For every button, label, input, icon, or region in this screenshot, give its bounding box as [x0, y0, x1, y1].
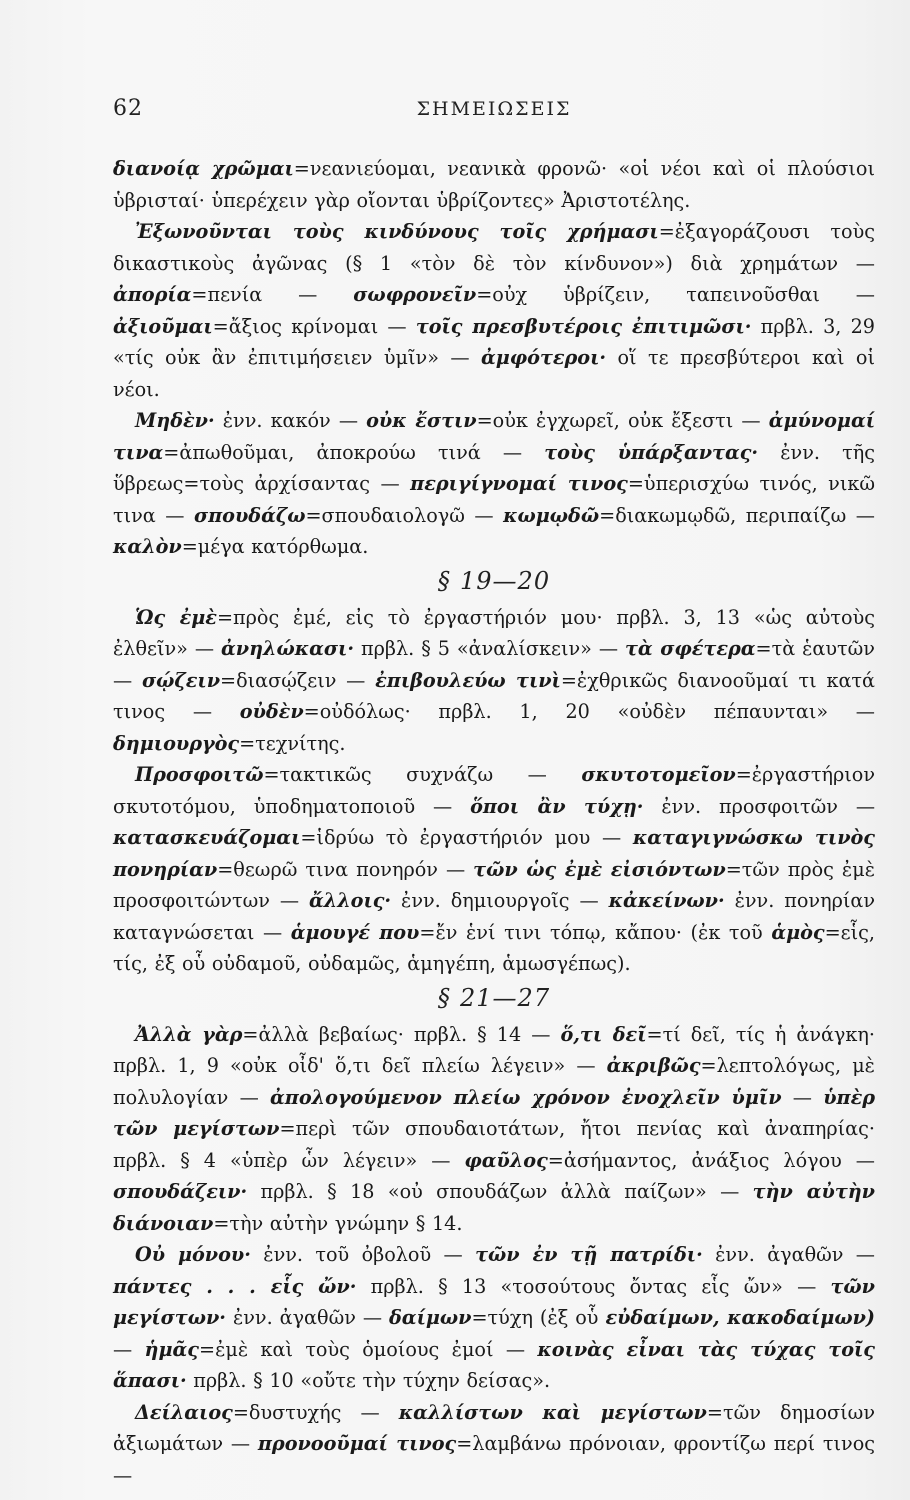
- note-paragraph: [113, 153, 875, 216]
- gloss-text: =ὑπερισχύω τινός, νικῶ τινα —: [113, 472, 875, 527]
- gloss-text: ἐνν. ἀγαθῶν —: [702, 1243, 875, 1266]
- lemma-term: τῶν μεγίστων·: [113, 1274, 875, 1329]
- gloss-text: ἐνν. τοῦ ὀβολοῦ —: [250, 1243, 476, 1266]
- gloss-text: =πενία —: [191, 283, 354, 306]
- lemma-term: προνοοῦμαί τινος: [257, 1432, 457, 1455]
- section-heading: § 21—27: [437, 983, 551, 1012]
- lemma-term: περιγίγνομαί τινος: [410, 472, 628, 495]
- lemma-term: τοὺς ὑπάρξαντας·: [544, 440, 759, 464]
- gloss-text: πρβλ. 3, 29 «τίς οὐκ ἂν ἐπιτιμήσειεν ὑμῖν» —: [113, 314, 876, 369]
- lemma-term: ἀκριβῶς: [606, 1054, 701, 1077]
- gloss-text: =λεπτολόγως, μὲ πολυλογίαν —: [113, 1054, 875, 1109]
- gloss-text: =σπουδαιολογῶ —: [305, 503, 504, 527]
- gloss-text: =ἄξιος κρίνομαι —: [212, 314, 416, 338]
- gloss-text: =τῶν δημοσίων ἀξιωμάτων —: [113, 1400, 875, 1455]
- lemma-term: ἀξιοῦμαι: [113, 314, 213, 338]
- gloss-text: πρβλ. § 13 «τοσούτους ὄντας εἷς ὤν» —: [356, 1274, 831, 1298]
- section-heading: § 19—20: [437, 566, 551, 595]
- note-paragraph: [113, 1239, 875, 1397]
- gloss-text: =ἐξαγοράζουσι τοὺς δικαστικοὺς ἀγῶνας (§ 1 «τὸν δὲ τὸν κίνδυνον») διὰ χρημάτων —: [113, 220, 875, 275]
- lemma-term: ἀμφότεροι·: [480, 346, 607, 369]
- page-number: 62: [113, 96, 143, 121]
- lemma-term: τὴν αὐτὴν διάνοιαν: [113, 1180, 875, 1235]
- gloss-text: =τί δεῖ, τίς ἡ ἀνάγκη· πρβλ. 1, 9 «οὐκ οἶδ' ὅ,τι δεῖ πλείω λέγειν» —: [113, 1022, 875, 1077]
- gloss-text: =εἷς, τίς, ἐξ οὗ οὐδαμοῦ, οὐδαμῶς, ἁμηγέπη, ἁμωσγέπως).: [113, 920, 875, 975]
- gloss-text: —: [113, 1337, 145, 1361]
- gloss-text: =περὶ τῶν σπουδαιοτάτων, ἤτοι πενίας καὶ ἀναπηρίας· πρβλ. § 4 «ὑπὲρ ὧν λέγειν» —: [113, 1117, 875, 1172]
- lemma-term: σπουδάζω: [193, 503, 306, 527]
- lemma-term: κατασκευάζομαι: [113, 826, 301, 849]
- gloss-text: =τύχη (ἐξ οὗ: [471, 1306, 606, 1329]
- gloss-text: ἐνν. προσφοιτῶν —: [643, 794, 876, 818]
- lemma-term: τὰ σφέτερα: [625, 637, 756, 660]
- note-paragraph: [113, 216, 875, 405]
- gloss-text: =πρὸς ἐμέ, εἰς τὸ ἐργαστήριόν μου· πρβλ. 3, 13 «ὡς αὐτοὺς ἐλθεῖν» —: [113, 605, 875, 660]
- lemma-term: Ἀλλὰ γὰρ: [135, 1022, 243, 1046]
- gloss-text: =ἀλλὰ βεβαίως· πρβλ. § 14 —: [242, 1022, 561, 1046]
- notes-body: [113, 153, 875, 1491]
- gloss-text: =τεχνίτης.: [239, 731, 346, 755]
- lemma-term: οὐκ ἔστιν: [366, 409, 477, 432]
- gloss-text: =διακωμῳδῶ, περιπαίζω —: [599, 503, 875, 527]
- gloss-text: —: [781, 1085, 824, 1109]
- lemma-term: ἀπορία: [113, 283, 192, 306]
- gloss-text: =οὐκ ἐγχωρεῖ, οὐκ ἔξεστι —: [476, 409, 769, 432]
- gloss-text: =οὐχ ὑβρίζειν, ταπεινοῦσθαι —: [476, 283, 875, 306]
- gloss-text: =τακτικῶς συχνάζω —: [263, 763, 582, 786]
- note-paragraph: [113, 1397, 875, 1492]
- gloss-text: =ἀπωθοῦμαι, ἀποκρούω τινά —: [163, 440, 545, 464]
- lemma-term: καλὸν: [113, 535, 182, 558]
- gloss-text: =δυστυχής —: [232, 1400, 399, 1424]
- gloss-text: =οὐδόλως· πρβλ. 1, 20 «οὐδὲν πέπαυνται» —: [303, 700, 875, 723]
- gloss-text: =τὴν αὐτὴν γνώμην § 14.: [213, 1211, 463, 1235]
- gloss-text: ἐνν. ἀγαθῶν —: [225, 1306, 389, 1329]
- lemma-term: ἁμουγέ που: [290, 920, 420, 944]
- lemma-term: ἁμὸς: [771, 920, 825, 944]
- lemma-term: φαῦλος: [464, 1148, 548, 1172]
- lemma-term: κωμῳδῶ: [503, 503, 600, 527]
- gloss-text: =τὰ ἑαυτῶν —: [113, 637, 875, 692]
- lemma-term: σῴζειν: [141, 668, 221, 692]
- gloss-text: =θεωρῶ τινα πονηρόν —: [217, 857, 474, 881]
- lemma-term: σπουδάζειν·: [113, 1180, 248, 1203]
- lemma-term: καλλίστων καὶ μεγίστων: [398, 1400, 707, 1424]
- lemma-term: ἡμᾶς: [144, 1337, 199, 1361]
- lemma-term: δημιουργὸς: [113, 731, 240, 755]
- lemma-term: ὑπὲρ τῶν μεγίστων: [113, 1085, 876, 1140]
- lemma-term: οὐδὲν: [239, 700, 304, 723]
- note-paragraph: [113, 759, 875, 980]
- gloss-text: =ἐργαστήριον σκυτοτόμου, ὑποδηματοποιοῦ —: [113, 763, 875, 818]
- lemma-term: κοινὰς εἶναι τὰς τύχας τοῖς ἅπασι·: [113, 1337, 875, 1392]
- gloss-text: =ἱδρύω τὸ ἐργαστήριόν μου —: [300, 826, 633, 849]
- lemma-term: τοῖς πρεσβυτέροις ἐπιτιμῶσι·: [415, 314, 752, 338]
- lemma-term: τῶν ὡς ἐμὲ εἰσιόντων: [473, 857, 726, 881]
- note-paragraph: [113, 1019, 875, 1240]
- lemma-term: Ἐξωνοῦνται τοὺς κινδύνους τοῖς χρήμασι: [135, 220, 659, 243]
- gloss-text: ἐνν. δημιουργοῖς —: [391, 889, 609, 912]
- gloss-text: =λαμβάνω πρόνοιαν, φροντίζω περί τινος —: [113, 1432, 875, 1487]
- gloss-text: =μέγα κατόρθωμα.: [181, 535, 369, 558]
- lemma-term: καταγιγνώσκω τινὸς πονηρίαν: [113, 826, 875, 881]
- gloss-text: =ἐχθρικῶς διανοοῦμαί τι κατά τινος —: [113, 668, 875, 723]
- lemma-term: ἀνηλώκασι·: [221, 637, 355, 660]
- note-paragraph: [113, 602, 875, 760]
- lemma-term: πάντες . . . εἷς ὤν·: [113, 1274, 357, 1298]
- lemma-term: Ὡς ἐμὲ: [135, 605, 217, 629]
- lemma-term: σωφρονεῖν: [353, 283, 477, 306]
- lemma-term: διανοίᾳ χρῶμαι: [113, 157, 294, 180]
- gloss-text: ἐνν. πονηρίαν καταγνώσεται —: [113, 889, 876, 944]
- lemma-term: τῶν ἐν τῇ πατρίδι·: [475, 1243, 703, 1266]
- gloss-text: ἐνν. κακόν —: [214, 409, 367, 432]
- lemma-term: ἐπιβουλεύω τινὶ: [375, 668, 561, 692]
- lemma-term: Προσφοιτῶ: [135, 763, 264, 786]
- gloss-text: =ἔν ἑνί τινι τόπῳ, κἄπου· (ἐκ τοῦ: [419, 920, 772, 944]
- gloss-text: ἐνν. τῆς ὕβρεως=τοὺς ἀρχίσαντας —: [113, 440, 876, 495]
- lemma-term: ὅ,τι δεῖ: [560, 1022, 647, 1046]
- lemma-term: Μηδὲν·: [135, 409, 215, 432]
- lemma-term: κἀκείνων·: [608, 889, 725, 912]
- gloss-text: οἵ τε πρεσβύτεροι καὶ οἱ νέοι.: [113, 346, 875, 401]
- note-paragraph: [113, 405, 875, 563]
- gloss-text: =τῶν πρὸς ἐμὲ προσφοιτώντων —: [113, 857, 875, 912]
- lemma-term: δαίμων: [389, 1306, 472, 1329]
- lemma-term: εὐδαίμων, κακοδαίμων): [605, 1306, 875, 1329]
- gloss-text: πρβλ. § 5 «ἀναλίσκειν» —: [354, 637, 626, 660]
- running-title: ΣΗΜΕΙΩΣΕΙΣ: [416, 98, 572, 120]
- gloss-text: πρβλ. § 10 «οὔτε τὴν τύχην δείσας».: [186, 1369, 551, 1392]
- gloss-text: =ἀσήμαντος, ἀνάξιος λόγου —: [547, 1148, 875, 1172]
- gloss-text: πρβλ. § 18 «οὐ σπουδάζων ἀλλὰ παίζων» —: [247, 1180, 753, 1203]
- lemma-term: Οὐ μόνου·: [135, 1243, 251, 1266]
- lemma-term: ἀμύνομαί τινα: [113, 409, 876, 464]
- gloss-text: =ἐμὲ καὶ τοὺς ὁμοίους ἐμοί —: [199, 1337, 538, 1361]
- lemma-term: ἀπολογούμενον πλείω χρόνον ἐνοχλεῖν ὑμῖν: [270, 1085, 782, 1109]
- lemma-term: Δείλαιος: [135, 1400, 233, 1424]
- gloss-text: =διασῴζειν —: [220, 668, 376, 692]
- lemma-term: ὅποι ἂν τύχῃ·: [470, 794, 644, 818]
- gloss-text: =νεανιεύομαι, νεανικὰ φρονῶ· «οἱ νέοι καὶ οἱ πλούσιοι ὑβρισταί· ὑπερέχειν γὰρ οἴονται ὑβρίζοντες» Ἀριστοτέλης.: [113, 157, 876, 212]
- lemma-term: ἄλλοις·: [308, 889, 392, 912]
- lemma-term: σκυτοτομεῖον: [581, 763, 736, 786]
- page-header: [113, 96, 875, 126]
